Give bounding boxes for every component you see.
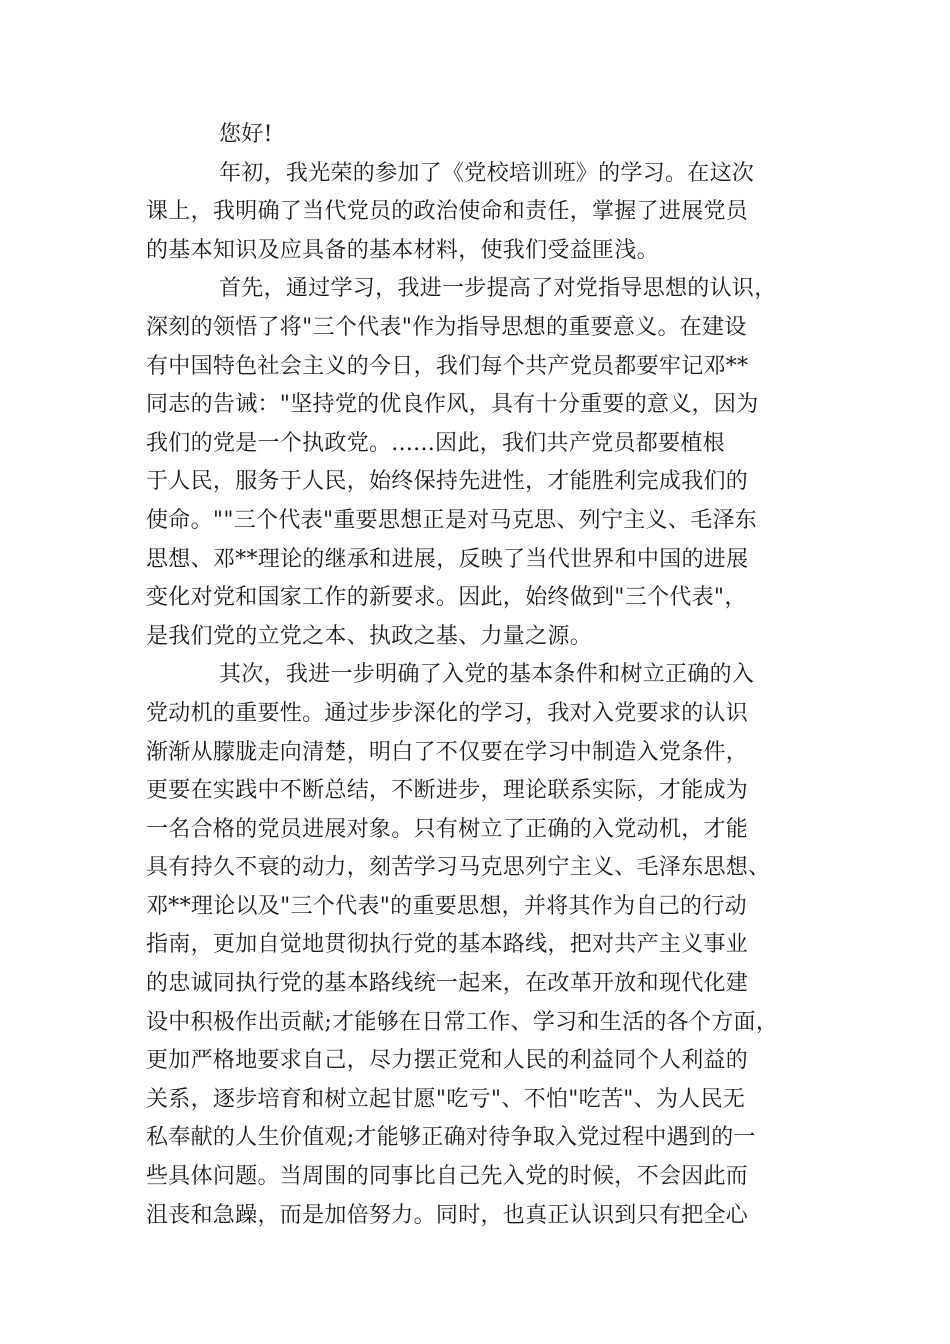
text-line: 沮丧和急躁，而是加倍努力。同时，也真正认识到只有把全心	[146, 1202, 749, 1228]
text-line: 有中国特色社会主义的今日，我们每个共产党员都要牢记邓**	[146, 353, 749, 379]
text-line: 年初，我光荣的参加了《党校培训班》的学习。在这次	[219, 160, 755, 186]
text-line: 我们的党是一个执政党。......因此，我们共产党员都要植根	[146, 430, 725, 456]
text-line: 的基本知识及应具备的基本材料，使我们受益匪浅。	[146, 237, 659, 263]
text-line: 其次，我进一步明确了入党的基本条件和树立正确的入	[219, 662, 755, 688]
text-line: 邓**理论以及"三个代表"的重要思想，并将其作为自己的行动	[146, 893, 747, 919]
text-line: 课上，我明确了当代党员的政治使命和责任，掌握了进展党员	[146, 199, 749, 225]
text-line: 更加严格地要求自己，尽力摆正党和人民的利益同个人利益的	[146, 1048, 749, 1074]
text-line: 具有持久不衰的动力，刻苦学习马克思列宁主义、毛泽东思想、	[146, 855, 771, 881]
text-line: 指南，更加自觉地贯彻执行党的基本路线，把对共产主义事业	[146, 932, 749, 958]
text-line: 变化对党和国家工作的新要求。因此，始终做到"三个代表"，	[146, 585, 747, 611]
text-line: 同志的告诫："坚持党的优良作风，具有十分重要的意义，因为	[146, 392, 759, 418]
text-line: 党动机的重要性。通过步步深化的学习，我对入党要求的认识	[146, 700, 749, 726]
text-line: 深刻的领悟了将"三个代表"作为指导思想的重要意义。在建设	[146, 314, 747, 340]
text-line: 一名合格的党员进展对象。只有树立了正确的入党动机，才能	[146, 816, 749, 842]
document-body	[146, 116, 816, 1235]
text-line: 更要在实践中不断总结，不断进步，理论联系实际，才能成为	[146, 778, 749, 804]
text-line: 渐渐从朦胧走向清楚，明白了不仅要在学习中制造入党条件，	[146, 739, 749, 765]
text-line: 的忠诚同执行党的基本路线统一起来，在改革开放和现代化建	[146, 971, 749, 997]
text-line: 关系，逐步培育和树立起甘愿"吃亏"、不怕"吃苦"、为人民无	[146, 1086, 746, 1112]
text-line: 设中积极作出贡献;才能够在日常工作、学习和生活的各个方面，	[146, 1009, 779, 1035]
text-line: 思想、邓**理论的继承和进展，反映了当代世界和中国的进展	[146, 546, 749, 572]
text-line: 些具体问题。当周围的同事比自己先入党的时候，不会因此而	[146, 1164, 749, 1190]
text-line: 首先，通过学习，我进一步提高了对党指导思想的认识，	[219, 276, 777, 302]
text-line: 于人民，服务于人民，始终保持先进性，才能胜利完成我们的	[146, 469, 749, 495]
text-line: 是我们党的立党之本、执政之基、力量之源。	[146, 623, 593, 649]
text-line: 私奉献的人生价值观;才能够正确对待争取入党过程中遇到的一	[146, 1125, 756, 1151]
text-line: 使命。""三个代表"重要思想正是对马克思、列宁主义、毛泽东	[146, 507, 758, 533]
text-line: 您好!	[219, 122, 273, 147]
